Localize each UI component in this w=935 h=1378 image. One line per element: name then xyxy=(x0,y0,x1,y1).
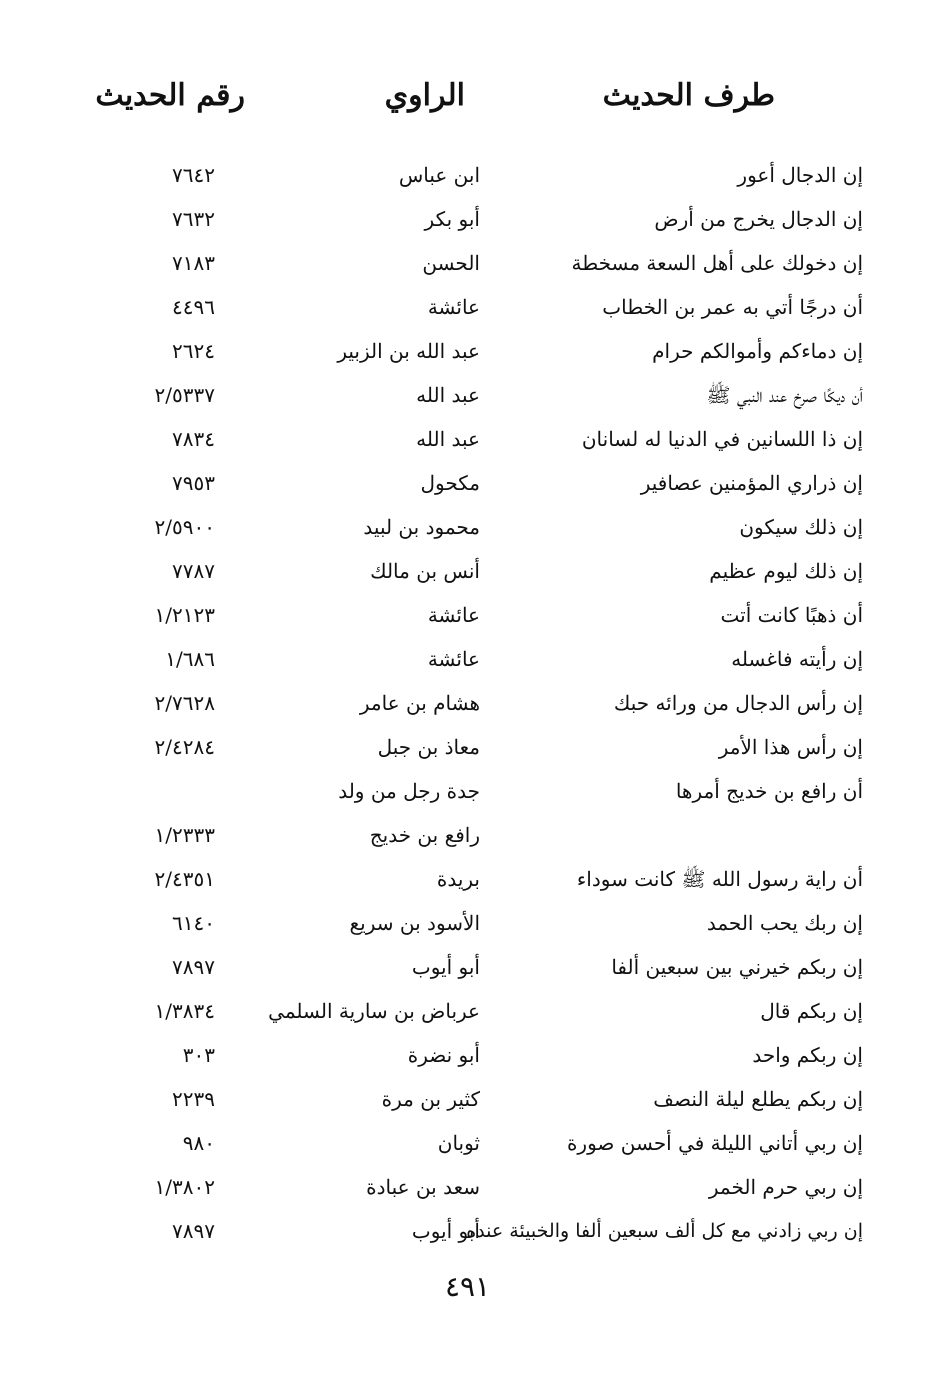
hadith-number: ٧١٨٣ xyxy=(172,251,215,275)
narrator: عبد الله xyxy=(416,383,480,407)
table-row xyxy=(0,594,935,638)
table-row xyxy=(0,770,935,814)
hadith-number: ٦١٤٠ xyxy=(172,911,215,935)
header-hadith-number: رقم الحديث xyxy=(95,78,245,113)
hadith-text: إن ربك يحب الحمد xyxy=(706,911,863,935)
narrator: أبو نضرة xyxy=(407,1043,480,1067)
narrator: هشام بن عامر xyxy=(359,691,480,715)
table-row xyxy=(0,1078,935,1122)
table-row xyxy=(0,682,935,726)
narrator: بريدة xyxy=(436,867,480,891)
hadith-number: ٧٨٩٧ xyxy=(172,955,215,979)
narrator: كثير بن مرة xyxy=(381,1087,480,1111)
hadith-text: أن ديكًا صرخ عند النبي ﷺ xyxy=(706,383,863,407)
hadith-text: إن دماءكم وأموالكم حرام xyxy=(652,339,863,363)
hadith-text: أن ذهبًا كانت أتت xyxy=(720,603,863,627)
hadith-number: ١/٢١٢٣ xyxy=(154,603,215,627)
hadith-text: إن الدجال يخرج من أرض xyxy=(654,207,863,231)
table-row xyxy=(0,990,935,1034)
table-row xyxy=(0,462,935,506)
narrator: عائشة xyxy=(427,295,480,319)
table-row xyxy=(0,374,935,418)
narrator: جدة رجل من ولد xyxy=(338,779,480,803)
hadith-number: ٧٦٣٢ xyxy=(172,207,215,231)
table-row xyxy=(0,286,935,330)
narrator: رافع بن خديج xyxy=(369,823,480,847)
narrator: سعد بن عبادة xyxy=(366,1175,480,1199)
narrator: الحسن xyxy=(422,251,480,275)
hadith-text: إن دخولك على أهل السعة مسخطة xyxy=(571,251,863,275)
hadith-number: ٧٨٩٧ xyxy=(172,1219,215,1243)
header-narrator: الراوي xyxy=(384,78,465,113)
hadith-number: ١/٢٣٣٣ xyxy=(154,823,215,847)
table-row xyxy=(0,814,935,858)
hadith-text: إن رأيته فاغسله xyxy=(731,647,863,671)
narrator: عبد الله بن الزبير xyxy=(337,339,480,363)
table-header xyxy=(0,78,935,122)
hadith-number: ٢٢٣٩ xyxy=(172,1087,215,1111)
table-row xyxy=(0,638,935,682)
table-row xyxy=(0,1166,935,1210)
narrator: ثوبان xyxy=(437,1131,480,1155)
narrator: عرباض بن سارية السلمي xyxy=(268,999,480,1023)
hadith-number: ٢/٤٣٥١ xyxy=(154,867,215,891)
hadith-number: ٧٩٥٣ xyxy=(172,471,215,495)
table-row xyxy=(0,1122,935,1166)
hadith-number: ٧٦٤٢ xyxy=(172,163,215,187)
narrator: أبو أيوب xyxy=(411,1219,480,1243)
narrator: محمود بن لبيد xyxy=(363,515,480,539)
table-row xyxy=(0,154,935,198)
narrator: الأسود بن سريع xyxy=(349,911,480,935)
hadith-text: إن الدجال أعور xyxy=(737,163,863,187)
hadith-text: إن ذلك سيكون xyxy=(739,515,863,539)
hadith-text: إن ربكم واحد xyxy=(752,1043,863,1067)
hadith-number: ٢/٥٩٠٠ xyxy=(154,515,215,539)
narrator: مكحول xyxy=(420,471,480,495)
hadith-text: إن رأس الدجال من ورائه حبك xyxy=(613,691,863,715)
narrator: عبد الله xyxy=(416,427,480,451)
narrator: ابن عباس xyxy=(398,163,480,187)
narrator: عائشة xyxy=(427,603,480,627)
hadith-text: إن ربي أتاني الليلة في أحسن صورة xyxy=(566,1131,863,1155)
hadith-number: ١/٣٨٠٢ xyxy=(154,1175,215,1199)
hadith-text: أن درجًا أتي به عمر بن الخطاب xyxy=(602,295,863,319)
index-table xyxy=(0,154,935,1254)
hadith-text: إن ذا اللسانين في الدنيا له لسانان xyxy=(581,427,863,451)
hadith-number: ٢/٥٣٣٧ xyxy=(154,383,215,407)
hadith-text: إن ربكم قال xyxy=(760,999,863,1023)
hadith-text: إن ربي حرم الخمر xyxy=(708,1175,863,1199)
table-row xyxy=(0,726,935,770)
hadith-text: أن راية رسول الله ﷺ كانت سوداء xyxy=(576,867,863,891)
hadith-number: ٢/٤٢٨٤ xyxy=(154,735,215,759)
narrator: معاذ بن جبل xyxy=(377,735,480,759)
hadith-text: إن ذلك ليوم عظيم xyxy=(709,559,863,583)
table-row xyxy=(0,418,935,462)
table-row xyxy=(0,506,935,550)
hadith-text: إن ربكم يطلع ليلة النصف xyxy=(653,1087,863,1111)
hadith-number: ٩٨٠ xyxy=(182,1131,215,1155)
hadith-number: ٢٦٢٤ xyxy=(172,339,215,363)
hadith-number: ٣٠٣ xyxy=(182,1043,215,1067)
page-number: ٤٩١ xyxy=(444,1270,491,1303)
table-row xyxy=(0,946,935,990)
hadith-text: إن ربكم خيرني بين سبعين ألفا xyxy=(611,955,863,979)
table-row xyxy=(0,550,935,594)
hadith-text: إن ربي زادني مع كل ألف سبعين ألفا والخبيئة عنده xyxy=(466,1220,863,1242)
hadith-text: إن رأس هذا الأمر xyxy=(718,735,863,759)
hadith-number: ٤٤٩٦ xyxy=(172,295,215,319)
table-row xyxy=(0,1210,935,1254)
hadith-text: أن رافع بن خديج أمرها xyxy=(675,779,863,803)
narrator: أبو بكر xyxy=(424,207,480,231)
table-row xyxy=(0,1034,935,1078)
hadith-text: إن ذراري المؤمنين عصافير xyxy=(640,471,863,495)
table-row xyxy=(0,858,935,902)
table-row xyxy=(0,330,935,374)
hadith-number: ٢/٧٦٢٨ xyxy=(154,691,215,715)
header-hadith-text: طرف الحديث xyxy=(602,78,775,113)
hadith-number: ١/٣٨٣٤ xyxy=(154,999,215,1023)
hadith-number: ١/٦٨٦ xyxy=(165,647,215,671)
table-row xyxy=(0,198,935,242)
narrator: أنس بن مالك xyxy=(370,559,480,583)
hadith-number: ٧٨٣٤ xyxy=(172,427,215,451)
narrator: أبو أيوب xyxy=(411,955,480,979)
narrator: عائشة xyxy=(427,647,480,671)
table-row xyxy=(0,242,935,286)
hadith-number: ٧٧٨٧ xyxy=(172,559,215,583)
table-row xyxy=(0,902,935,946)
